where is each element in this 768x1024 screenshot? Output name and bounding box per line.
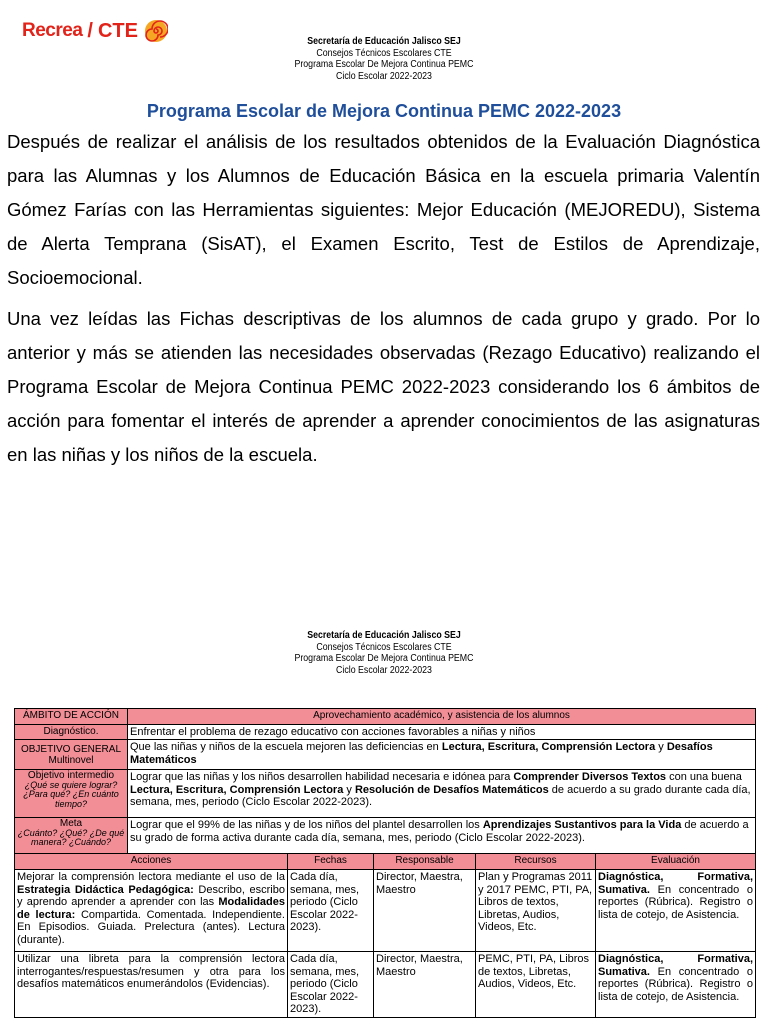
ambito-label: ÁMBITO DE ACCIÓN [15,709,128,725]
header-line-ciclo: Ciclo Escolar 2022-2023 [336,70,432,82]
meta-label [15,818,128,854]
bold-run: Lectura, Escritura, Comprensión Lectora [441,741,656,753]
bold-run: Lectura, Escritura, Comprensión Lectora [130,783,344,796]
logo-separator: / [87,19,93,42]
column-header-responsable: Responsable [374,854,476,870]
responsable-cell: Director, Maestra, Maestro [374,870,476,952]
meta-value [128,818,756,854]
evaluacion-cell [596,952,756,1018]
document-header [0,36,768,82]
column-header-recursos: Recursos [476,854,596,870]
column-header-evaluacion: Evaluación [596,854,756,870]
text-run: Describo, escribo y aprendo aprender a aprender con las [17,883,285,908]
bold-run: Resolución de Desafíos Matemáticos [354,783,549,796]
logo-cte-text: CTE [97,19,138,42]
accion-cell: Utilizar una libreta para la comprensión lectora interrogantes/respuestas/resumen y otra para los desafíos matemáticos enumerándolos (Evidencias). [15,952,288,1018]
pemc-table [14,708,756,1018]
objetivo-general-value [128,740,756,770]
bold-run: Desafíos Matemáticos [130,741,713,766]
recursos-cell: Plan y Programas 2011 y 2017 PEMC, PTI, PA, Libros de textos, Libretas, Audios, Videos, Etc. [476,870,596,952]
table-row [15,870,756,952]
text-run: con una buena [666,771,742,783]
column-header-fechas: Fechas [288,854,374,870]
recursos-cell: PEMC, PTI, PA, Libros de textos, Libretas, Audios, Videos, Etc. [476,952,596,1018]
header-line-consejos: Consejos Técnicos Escolares CTE [316,47,452,59]
diagnostico-value: Enfrentar el problema de rezago educativo con acciones favorables a niñas y niños [128,724,756,740]
header-line-secretaria: Secretaría de Educación Jalisco SEJ [307,36,461,47]
objetivo-intermedio-questions: ¿Qué se quiere lograr? ¿Para qué? ¿En cuánto tiempo? [23,779,119,809]
meta-title: Meta [59,818,83,829]
document-header-second [0,630,768,676]
accion-cell [15,870,288,952]
header-line-programa: Programa Escolar De Mejora Continua PEMC [294,59,474,70]
paragraph-analisis: Después de realizar el análisis de los resultados obtenidos de la Evaluación Diagnóstica para las Alumnas y los Alumnos de Educación Básica en la escuela primaria Valentín Gómez Farías con las Herramientas siguientes: Mejor Educación (MEJOREDU), Sistema de Alerta Temprana (SisAT), el Examen Escrito, Test de Estilos de Aprendizaje, Socioemocional. [7,131,760,288]
text-run: y [343,783,355,796]
column-header-acciones: Acciones [15,854,288,870]
text-run: Lograr que el 99% de las niñas y de los niños del plantel desarrollen los [130,819,483,831]
header-line-programa: Programa Escolar De Mejora Continua PEMC [294,653,474,664]
logo-recrea-text: Recrea [22,20,83,41]
header-line-ciclo: Ciclo Escolar 2022-2023 [336,664,432,676]
fechas-cell: Cada día, semana, mes, periodo (Ciclo Escolar 2022-2023). [288,870,374,952]
text-run: Compartida. Comentada. Independiente. En Episodios. Guiada. Prelectura (antes). Lectura (durante). [17,908,285,946]
text-run: y [655,741,667,753]
bold-run: Modalidades de lectura: [17,896,285,921]
text-run: de acuerdo a su grado de forma activa durante cada día, semana, mes, periodo (Ciclo Escolar 2022-2023). [130,819,749,844]
objetivo-intermedio-title: Objetivo intermedio [27,770,115,781]
table-row [15,952,756,1018]
objetivo-intermedio-value [128,770,756,818]
paragraph-fichas: Una vez leídas las Fichas descriptivas de los alumnos de cada grupo y grado. Por lo anterior y más se atienden las necesidades observadas (Rezago Educativo) realizando el Programa Escolar de Mejora Continua PEMC 2022-2023 considerando los 6 ámbitos de acción para fomentar el interés de aprender a aprender conocimientos de las asignaturas en las niñas y los niños de la escuela. [7,308,760,465]
ambito-value: Aprovechamiento académico, y asistencia de los alumnos [128,709,756,725]
evaluacion-cell [596,870,756,952]
bold-run: Comprender Diversos Textos [513,771,667,783]
diagnostico-label: Diagnóstico. [15,724,128,740]
header-line-consejos: Consejos Técnicos Escolares CTE [316,641,452,653]
text-run: En concentrado o reportes (Rúbrica). Registro o lista de cotejo, de Asistencia. [598,883,754,921]
text-run: En concentrado o reportes (Rúbrica). Registro o lista de cotejo, de Asistencia. [598,965,754,1003]
text-run: de acuerdo a su grado durante cada día, semana, mes, periodo (Ciclo Escolar 2022-2023). [130,783,751,808]
text-run: Mejorar la comprensión lectora mediante el uso de la [17,871,285,883]
fechas-cell: Cada día, semana, mes, periodo (Ciclo Escolar 2022-2023). [288,952,374,1018]
responsable-cell: Director, Maestra, Maestro [374,952,476,1018]
document-title: Programa Escolar de Mejora Continua PEMC 2022-2023 [146,101,622,121]
bold-run: Aprendizajes Sustantivos para la Vida [482,819,682,831]
meta-questions: ¿Cuánto? ¿Qué? ¿De qué manera? ¿Cuándo? [17,827,125,847]
objetivo-intermedio-label [15,770,128,818]
bold-run: Diagnóstica, Formativa, Sumativa. [598,871,754,896]
bold-run: Estrategia Didáctica Pedagógica: [17,883,194,896]
bold-run: Diagnóstica, Formativa, Sumativa. [598,953,754,978]
header-line-secretaria: Secretaría de Educación Jalisco SEJ [307,630,461,641]
objetivo-general-label: OBJETIVO GENERAL Multinovel [15,740,128,770]
text-run: Lograr que las niñas y los niños desarrollen habilidad necesaria e idónea para [130,771,514,783]
text-run: Que las niñas y niños de la escuela mejoren las deficiencias en [130,741,442,753]
